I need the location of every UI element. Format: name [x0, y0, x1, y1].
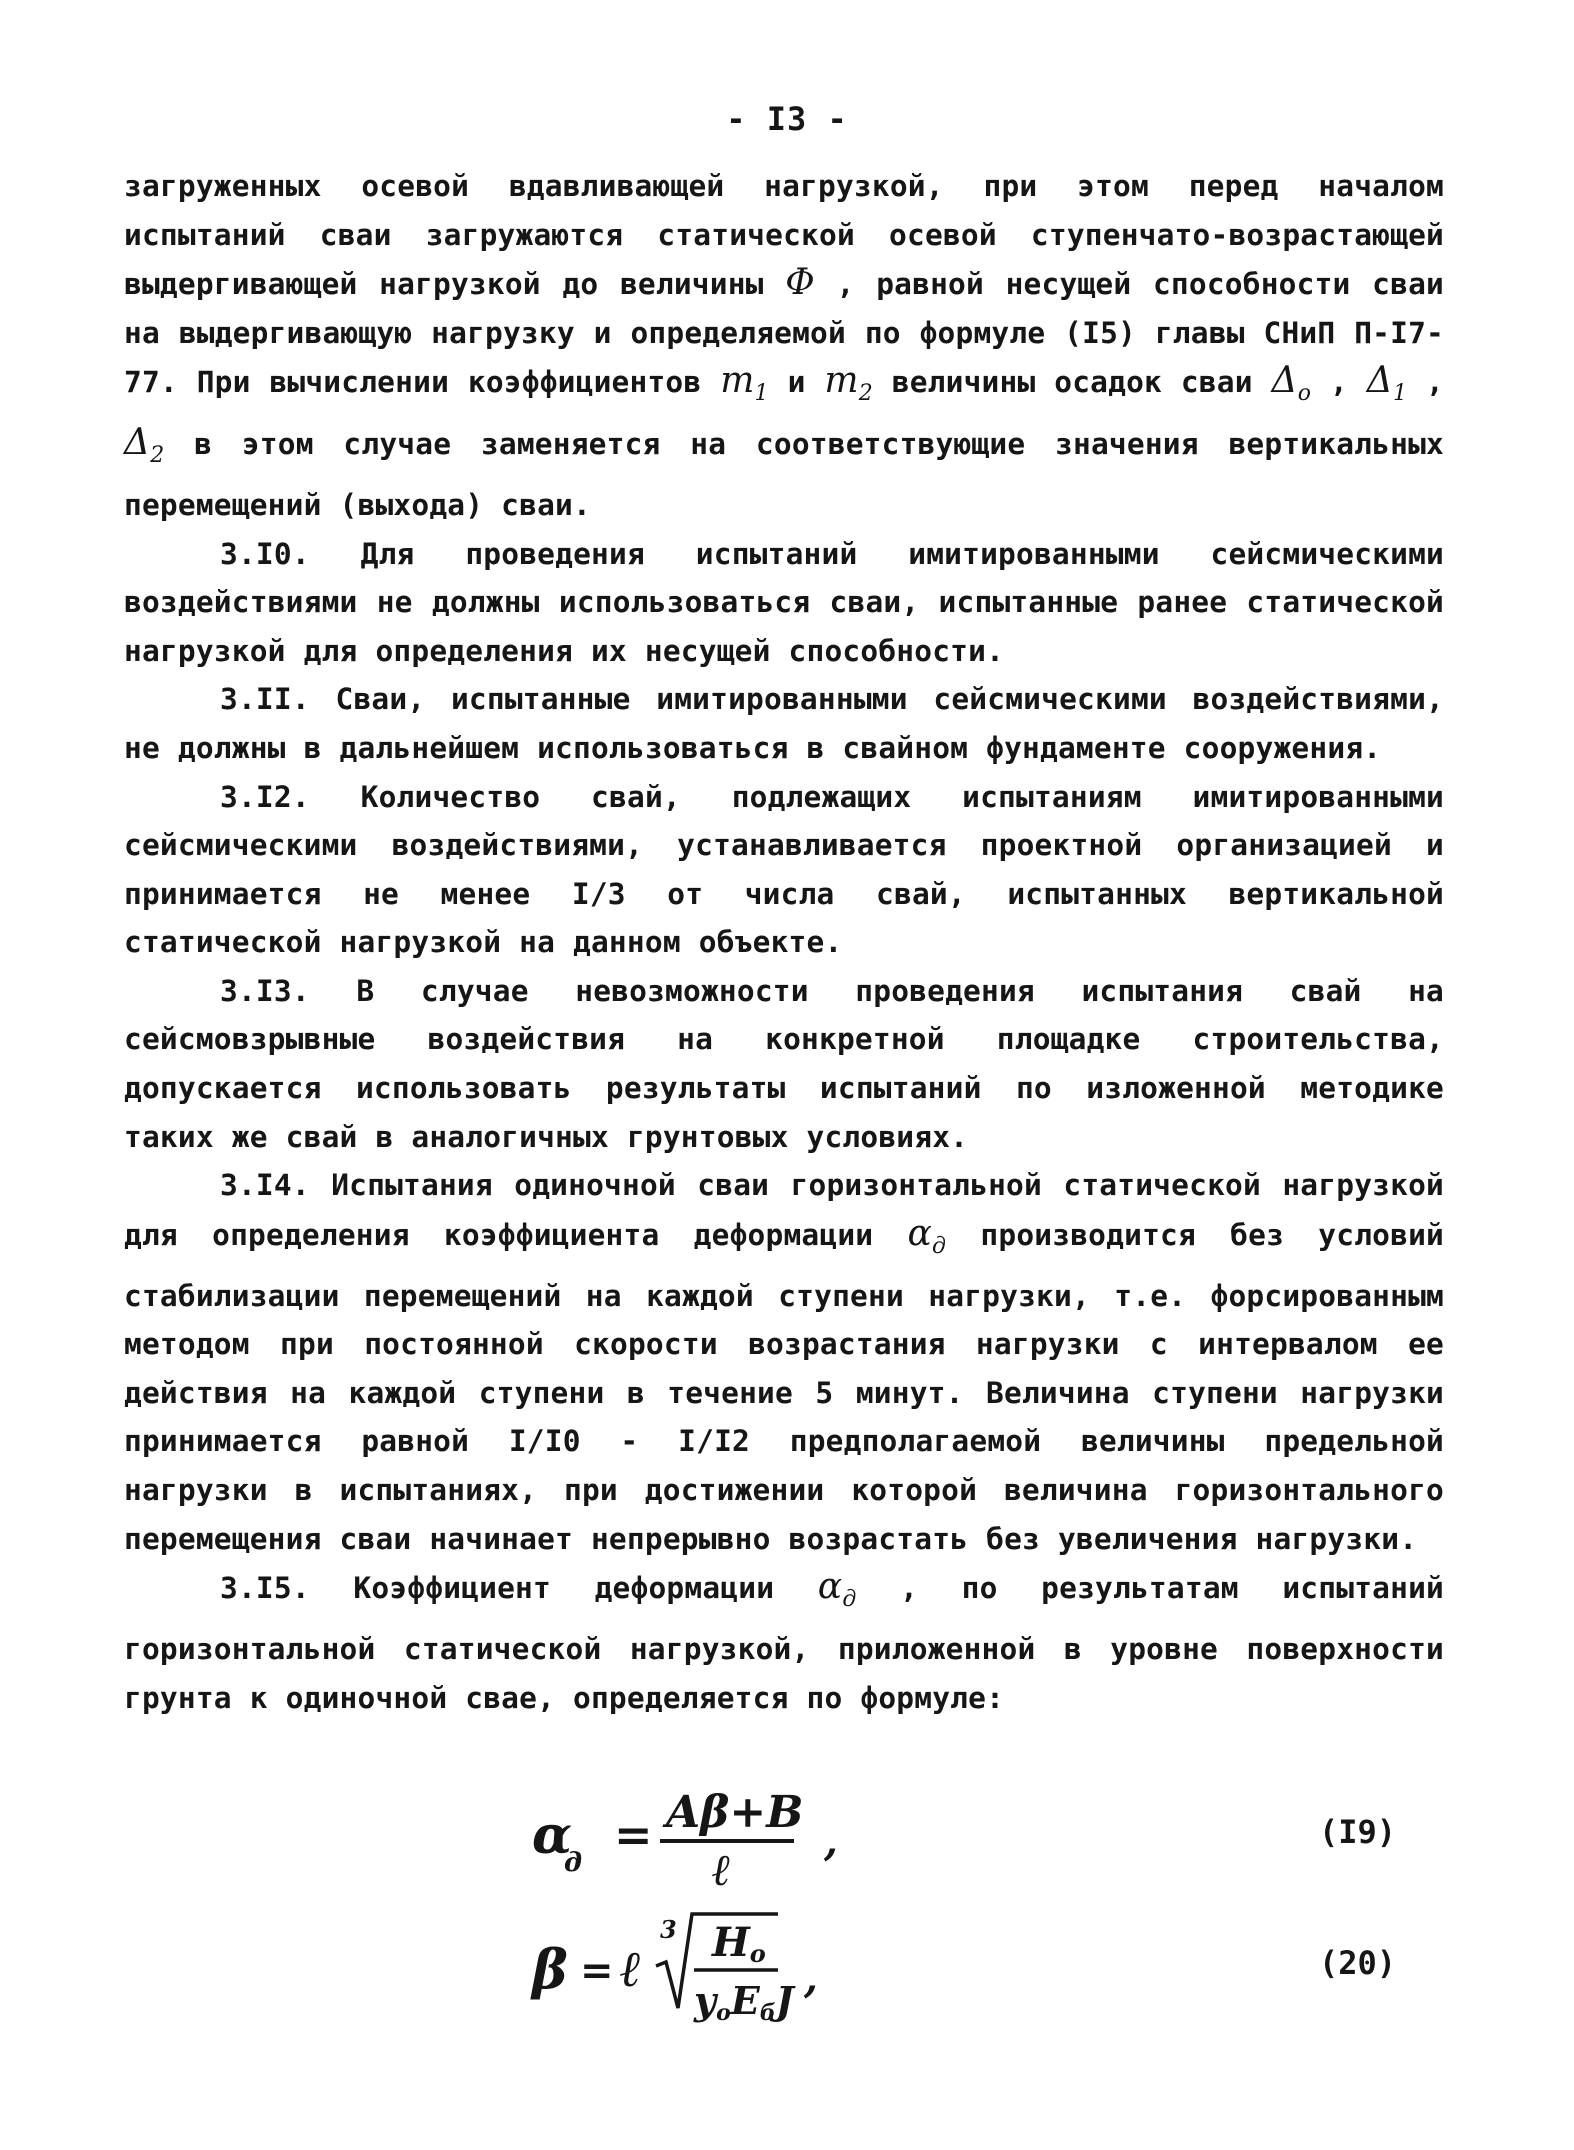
paragraph-continuation: загруженных осевой вдавливающей нагрузкой, при этом перед началом испытаний сваи загружаются статической осевой ступенчато-возрастающей выдергивающей нагрузкой до величины Φ , равной несущей способности сваи на выдергивающую нагрузку и определяемой по формуле (I5) главы СНиП П-I7-77. При вычислении коэффициентов $m_1$ и $m_2$ величины осадок сваи $\Delta_o$ , $\Delta_1$ , $\Delta_2$ в этом случае заменяется на соответствующие значения вертикальных перемещений (выхода) сваи.	[124, 169, 1444, 522]
formula-19-number: (I9)	[1318, 1813, 1396, 1851]
formula-20-root-index: 3	[660, 1915, 677, 1944]
formula-20-lhs: β	[532, 1937, 568, 2001]
formula-20-ell: ℓ	[620, 1939, 642, 1998]
formula-19-lhs-sub: д	[564, 1848, 583, 1878]
paragraph-3-14: 3.I4. Испытания одиночной сваи горизонтальной статической нагрузкой для определения коэффициента деформации $\alpha_д$ производится без условий стабилизации перемещений на каждой ступени нагрузки, т.е. форсированным методом при постоянной скорости возрастания нагрузки с интервалом ее действия на каждой ступени в течение 5 минут. Величина ступени нагрузки принимается равной I/I0 - I/I2 предполагаемой величины предельной нагрузки в испытаниях, при достижении которой величина горизонтального перемещения сваи начинает непрерывно возрастать без увеличения нагрузки.	[124, 1168, 1445, 1556]
math-m1: $m_1$	[720, 360, 769, 407]
formula-20-numerator: Ho	[712, 1919, 766, 1968]
formula-19-lhs: α	[532, 1805, 573, 1866]
page-number: - I3 -	[726, 100, 848, 138]
formula-20-graphic	[520, 1900, 960, 2050]
formula-19-equals: =	[614, 1808, 653, 1862]
formula-20-comma: ,	[804, 1955, 818, 2002]
math-delta1: $\Delta_1$	[1366, 360, 1408, 407]
formula-19	[0, 1775, 1574, 1895]
math-alpha-d: $\alpha_д$	[907, 1212, 947, 1260]
paragraph-3-15: 3.I5. Коэффициент деформации $\alpha_д$ , по результатам испытаний горизонтальной статической нагрузкой, приложенной в уровне поверхности грунта к одиночной свае, определяется по формуле:	[124, 1566, 1444, 1715]
paragraph-3-12: 3.I2. Количество свай, подлежащих испытаниям имитированными сейсмическими воздействиями, устанавливается проектной организацией и принимается не менее I/3 от числа свай, испытанных вертикальной статической нагрузкой на данном объекте.	[124, 779, 1444, 960]
formula-19-denominator: ℓ	[712, 1845, 731, 1895]
math-delta0: $\Delta_o$	[1271, 360, 1312, 407]
formula-19-graphic	[520, 1775, 940, 1895]
body-text	[124, 162, 1444, 1722]
paragraph-3-10: 3.I0. Для проведения испытаний имитированными сейсмическими воздействиями не должны использоваться сваи, испытанные ранее статической нагрузкой для определения их несущей способности.	[124, 536, 1444, 668]
formula-19-numerator: Aβ+B	[666, 1787, 804, 1838]
math-phi: Φ	[785, 262, 815, 304]
paragraph-3-13: 3.I3. В случае невозможности проведения испытания свай на сейсмовзрывные воздействия на конкретной площадке строительства, допускается использовать результаты испытаний по изложенной методике таких же свай в аналогичных грунтовых условиях.	[124, 973, 1444, 1154]
math-delta2: $\Delta_2$	[124, 422, 165, 469]
formula-19-comma: ,	[824, 1818, 838, 1865]
formula-20-equals: =	[580, 1947, 614, 1994]
formula-20	[0, 1900, 1574, 2026]
math-m2: $m_2$	[824, 360, 873, 407]
paragraph-3-11: 3.II. Сваи, испытанные имитированными сейсмическими воздействиями, не должны в дальнейшем использоваться в свайном фундаменте сооружения.	[124, 682, 1444, 765]
math-alpha-d: $\alpha_д$	[817, 1566, 857, 1613]
formula-20-number: (20)	[1318, 1944, 1396, 1982]
formula-20-denominator: yoEбJ	[694, 1978, 794, 2026]
